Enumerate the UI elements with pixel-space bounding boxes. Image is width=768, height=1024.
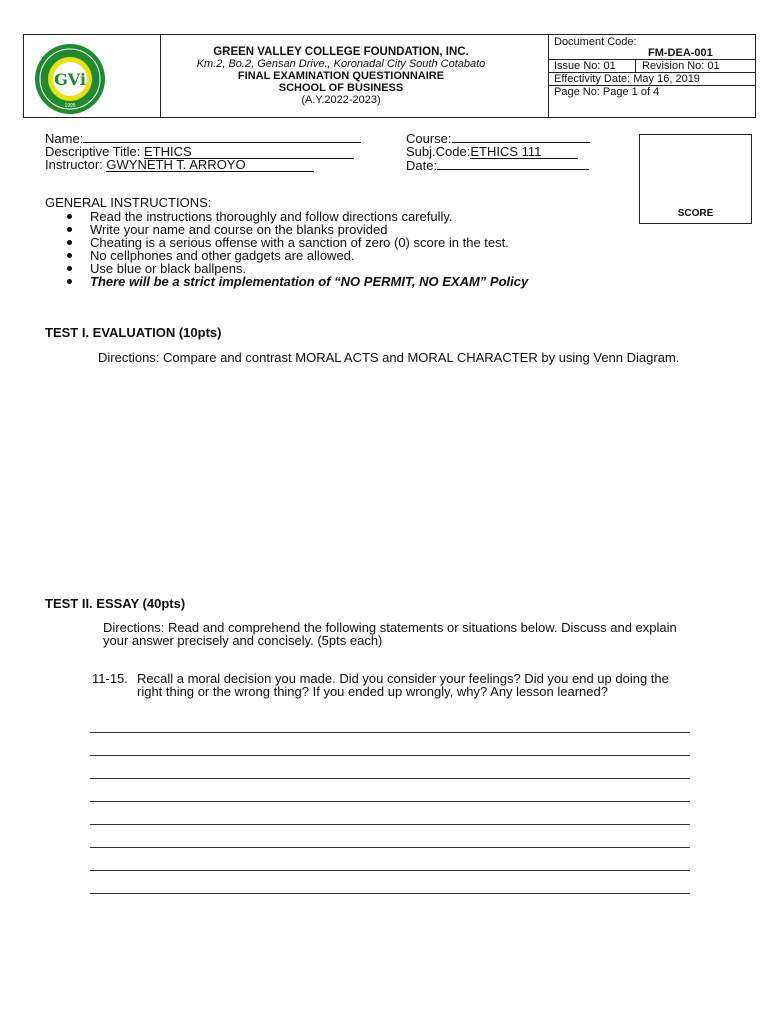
bullet-icon	[67, 240, 72, 245]
date-field	[406, 158, 589, 173]
bullet-icon	[67, 279, 72, 284]
document-code: FM-DEA-001	[648, 47, 713, 59]
list-item: Write your name and course on the blanks provided	[45, 223, 528, 236]
instructions-heading: GENERAL INSTRUCTIONS:	[45, 195, 212, 210]
bullet-icon	[67, 214, 72, 219]
descriptive-title-value[interactable]: ETHICS	[144, 145, 354, 159]
exam-title: FINAL EXAMINATION QUESTIONNAIRE	[237, 70, 445, 82]
answer-line[interactable]	[90, 893, 690, 894]
descriptive-title-label: Descriptive Title:	[45, 144, 141, 159]
course-label: Course:	[406, 131, 452, 146]
document-code-label: Document Code:	[554, 36, 637, 48]
list-item: Read the instructions thoroughly and follow directions carefully.	[45, 210, 528, 223]
college-logo	[34, 43, 106, 115]
general-instructions	[45, 196, 528, 288]
answer-line[interactable]	[90, 732, 690, 733]
answer-line[interactable]	[90, 755, 690, 756]
name-label: Name:	[45, 131, 84, 146]
score-box[interactable]	[639, 134, 752, 224]
bullet-icon	[67, 253, 72, 258]
question-line1: Recall a moral decision you made. Did you consider your feelings? Did you end up doing the	[137, 671, 669, 686]
test2-directions-line2: your answer precisely and concisely. (5pts each)	[103, 633, 383, 648]
test2-directions-line1: Directions: Read and comprehend the following statements or situations below. Discuss and explain	[103, 620, 677, 635]
question-line2: right thing or the wrong thing? If you ended up wrongly, why? Any lesson learned?	[137, 684, 608, 699]
list-item: Cheating is a serious offense with a sanction of zero (0) score in the test.	[45, 236, 528, 249]
answer-line[interactable]	[90, 870, 690, 871]
instructor-label: Instructor:	[45, 157, 103, 172]
instructor-field	[45, 158, 314, 172]
subj-code-field	[406, 145, 578, 159]
header-title-block	[160, 46, 522, 106]
instructor-value[interactable]: GWYNETH T. ARROYO	[106, 158, 314, 172]
list-item: Use blue or black ballpens.	[45, 262, 528, 275]
revision-no: Revision No: 01	[642, 60, 720, 72]
question-number: 11-15.	[92, 671, 128, 686]
answer-line[interactable]	[90, 778, 690, 779]
answer-line[interactable]	[90, 801, 690, 802]
test1-heading: TEST I. EVALUATION (10pts)	[45, 325, 222, 340]
course-blank[interactable]	[452, 131, 590, 143]
subj-code-label: Subj.Code:	[406, 144, 471, 159]
logo-mark: GVi	[54, 70, 86, 89]
school-name: SCHOOL OF BUSINESS	[278, 82, 404, 94]
effectivity-date: Effectivity Date: May 16, 2019	[554, 73, 700, 85]
name-blank[interactable]	[83, 131, 361, 143]
institution-name: GREEN VALLEY COLLEGE FOUNDATION, INC.	[213, 46, 469, 58]
page-number: Page No: Page 1 of 4	[554, 86, 660, 98]
test2-heading: TEST II. ESSAY (40pts)	[45, 596, 186, 611]
test1-directions: Directions: Compare and contrast MORAL ACTS and MORAL CHARACTER by using Venn Diagram.	[98, 350, 680, 365]
date-label: Date:	[406, 158, 438, 173]
logo-year: 1995	[64, 103, 76, 109]
answer-line[interactable]	[90, 847, 690, 848]
date-blank[interactable]	[437, 158, 589, 170]
bullet-icon	[67, 266, 72, 271]
subj-code-value[interactable]: ETHICS 111	[470, 145, 578, 159]
bullet-icon	[67, 227, 72, 232]
list-item	[45, 275, 528, 288]
no-permit-policy: There will be a strict implementation of “NO PERMIT, NO EXAM” Policy	[90, 274, 529, 289]
academic-year: (A.Y.2022-2023)	[301, 94, 381, 106]
answer-line[interactable]	[90, 824, 690, 825]
issue-no: Issue No: 01	[554, 60, 616, 72]
list-item: No cellphones and other gadgets are allowed.	[45, 249, 528, 262]
instructions-list	[45, 210, 528, 288]
institution-address: Km.2, Bo.2, Gensan Drive., Koronadal City South Cotabato	[196, 58, 486, 70]
score-label: SCORE	[677, 208, 714, 219]
